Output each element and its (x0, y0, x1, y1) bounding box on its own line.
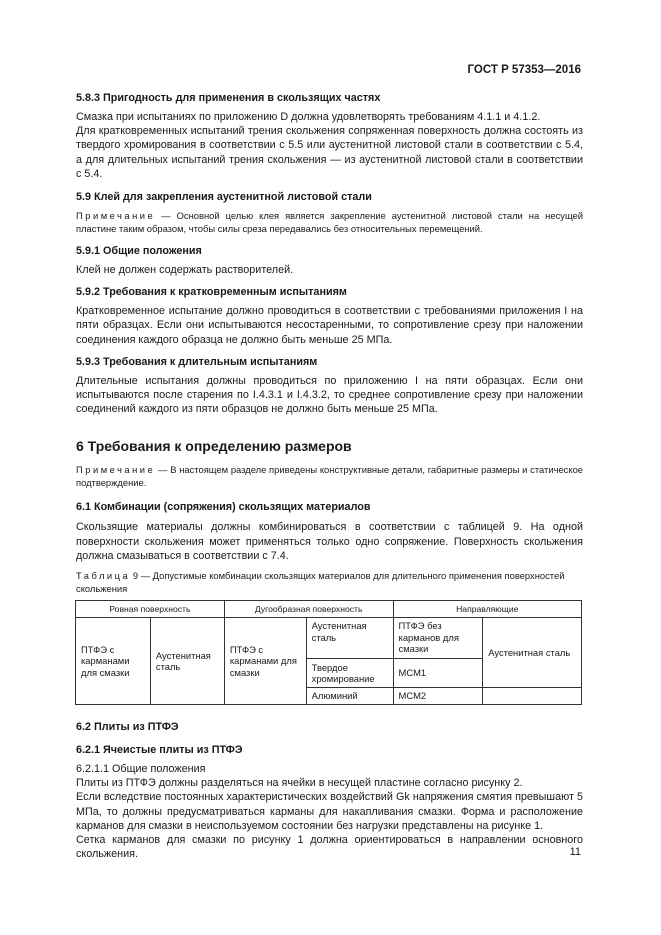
paragraph: Если вследствие постоянных характеристических воздействий Gk напряжения смятия превышают 5 МПа, то должны предусматриваться карманы для накапливания смазки. Форма и расположение карманов для смазки в неиспользуемом состоянии без нагрузки представлены на рисунке 1. (76, 791, 583, 832)
cell-guide-b: Аустенитная сталь (483, 618, 582, 688)
page-content (76, 92, 583, 861)
materials-table (75, 600, 582, 705)
standard-number: ГОСТ Р 57353—2016 (467, 64, 581, 76)
heading-6-1: 6.1 Комбинации (сопряжения) скользящих материалов (76, 501, 371, 514)
note-text: — Основной целью клея является закрепление аустенитной листовой стали на несущей пластине таким образом, чтобы силы среза передавались без относительных перемещений. (76, 210, 583, 234)
cell-curved-r1: Аустенитная сталь (306, 618, 393, 659)
header-guides: Направляющие (393, 601, 581, 618)
heading-5-9-3: 5.9.3 Требования к длительным испытаниям (76, 355, 318, 368)
paragraph: Клей не должен содержать растворителей. (76, 264, 294, 277)
header-curved: Дугообразная поверхность (224, 601, 393, 618)
paragraph: Скользящие материалы должны комбинироваться в соответствии с таблицей 9. На одной поверхности скольжения может применяться только одно сопряжение. Поверхность скольжения должна смазываться в соответствии с 7.4. (76, 521, 583, 562)
paragraph: Для кратковременных испытаний трения скольжения сопряженная поверхность должна состоять из твердого хромирования в соответствии с 5.5 или аустенитной листовой стали в соответствии с 5.4, а для длительных испытаний трения скольжения — из аустенитной листовой стали в соответствии с 5.4. (76, 125, 583, 180)
cell-curved-r2: Твердое хромирование (306, 659, 393, 688)
heading-6-2-1: 6.2.1 Ячеистые плиты из ПТФЭ (76, 744, 243, 757)
paragraph: Плиты из ПТФЭ должны разделяться на ячейки в несущей пластине согласно рисунку 2. (76, 777, 523, 790)
cell-curved-a: ПТФЭ с карманами для смазки (224, 618, 306, 705)
cell-flat-b: Аустенитная сталь (150, 618, 224, 705)
note-label: Примечание (76, 210, 156, 222)
table-caption (76, 570, 583, 595)
subheading-6-2-1-1: 6.2.1.1 Общие положения (76, 763, 206, 776)
heading-5-8-3: 5.8.3 Пригодность для применения в скользящих частях (76, 92, 381, 104)
cell-guide-r1: ПТФЭ без карманов для смазки (393, 618, 483, 659)
heading-5-9-1: 5.9.1 Общие положения (76, 245, 202, 258)
heading-6-2: 6.2 Плиты из ПТФЭ (76, 721, 179, 734)
cell-curved-r3: Алюминий (306, 688, 393, 705)
note-text: — В настоящем разделе приведены конструктивные детали, габаритные размеры и статическое подтверждение. (76, 464, 583, 488)
table-row (76, 618, 582, 659)
note (76, 210, 583, 235)
header-flat: Ровная поверхность (76, 601, 225, 618)
note-label: Примечание (76, 464, 156, 476)
paragraph: Кратковременное испытание должно проводиться в соответствии с требованиями приложения I на пяти образцах. Если они испытываются несостаренными, то сопротивление срезу при наложении соединения каждого образца не должно быть меньше 25 МПа. (76, 305, 583, 346)
paragraph: Длительные испытания должны проводиться по приложению I на пяти образцах. Если они испытываются после старения по I.4.3.1 и I.4.3.2, то среднее сопротивление срезу при наложении соединений каждого из пяти образцов не должно быть меньше 25 МПа. (76, 374, 583, 416)
table-caption-text: 9 — Допустимые комбинации скользящих материалов для длительного применения поверхностей скольжения (76, 570, 565, 594)
cell-guide-r3: MCM2 (393, 688, 483, 705)
page-number: 11 (569, 846, 581, 858)
note (76, 464, 583, 489)
paragraph: Сетка карманов для смазки по рисунку 1 должна ориентироваться в направлении основного скольжения. (76, 834, 583, 861)
table-label: Таблица (76, 570, 131, 582)
heading-5-9-2: 5.9.2 Требования к кратковременным испытаниям (76, 286, 347, 299)
paragraph: Смазка при испытаниях по приложению D должна удовлетворять требованиям 4.1.1 и 4.1.2. (76, 111, 541, 123)
heading-6: 6 Требования к определению размеров (76, 438, 352, 455)
cell-empty (483, 688, 582, 705)
cell-guide-r2: MCM1 (393, 659, 483, 688)
heading-5-9: 5.9 Клей для закрепления аустенитной листовой стали (76, 191, 372, 204)
table-header-row (76, 601, 582, 618)
cell-flat-a: ПТФЭ с карманами для смазки (76, 618, 151, 705)
